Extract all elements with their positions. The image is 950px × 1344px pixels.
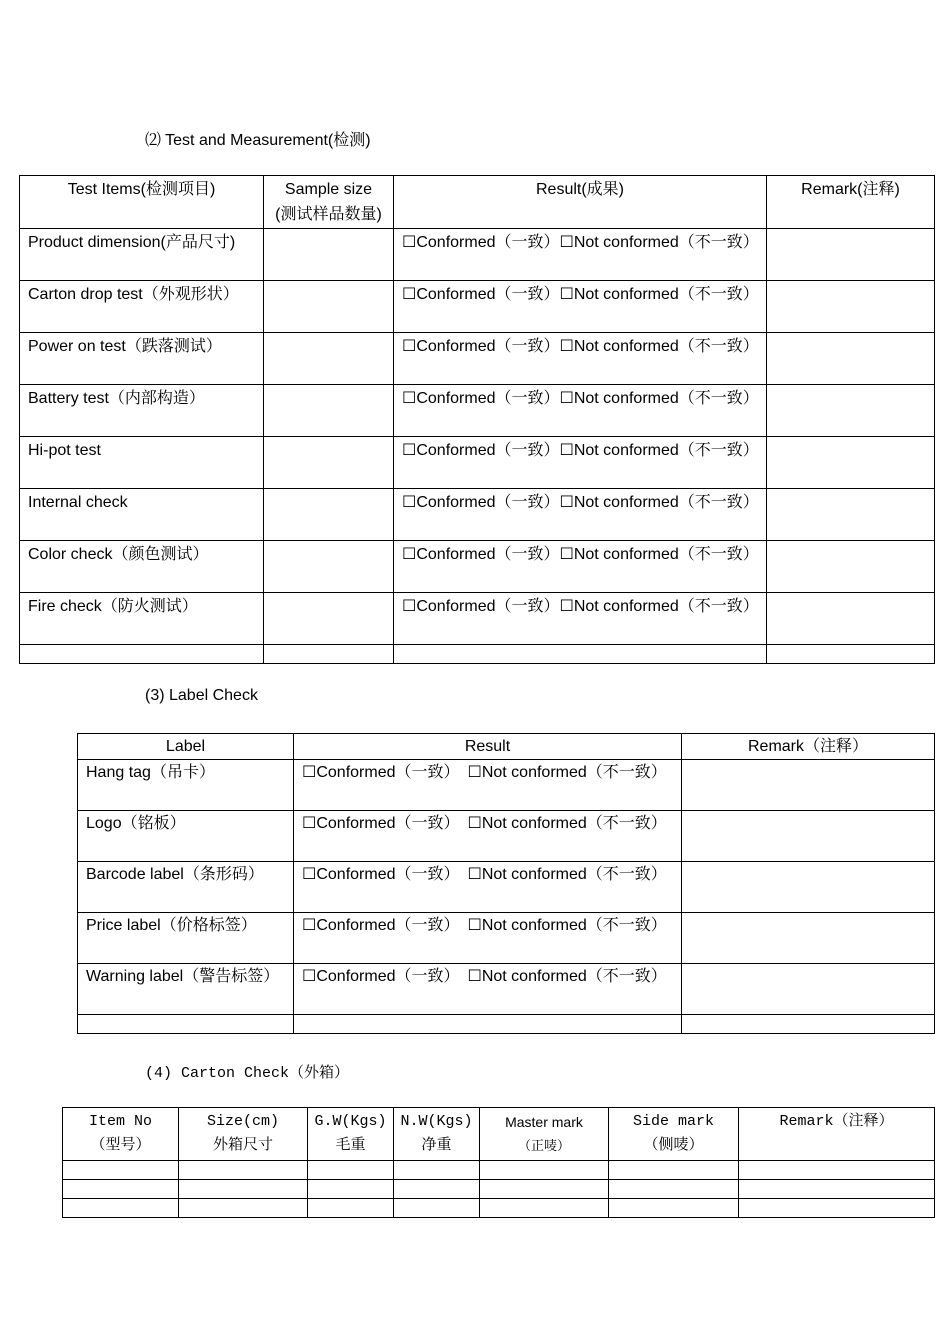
sample-size-cell[interactable] bbox=[264, 489, 394, 541]
section3-heading: (3) Label Check bbox=[145, 687, 258, 704]
cell[interactable] bbox=[394, 1161, 480, 1180]
header-en: Size(cm) bbox=[206, 1113, 279, 1130]
test-item: Color check（颜色测试） bbox=[20, 541, 264, 593]
table-row bbox=[20, 333, 935, 385]
cell[interactable] bbox=[480, 1199, 609, 1218]
header-en: G.W(Kgs) bbox=[314, 1113, 387, 1130]
remark-cell[interactable] bbox=[767, 385, 935, 437]
test-item: Battery test（内部构造） bbox=[20, 385, 264, 437]
result-options[interactable]: ☐Conformed（一致） ☐Not conformed（不一致） bbox=[294, 811, 682, 862]
test-measurement-table bbox=[19, 175, 935, 664]
result-options[interactable]: ☐Conformed（一致）☐Not conformed（不一致） bbox=[394, 229, 767, 281]
header-cn: 毛重 bbox=[335, 1137, 366, 1154]
header-cn: 净重 bbox=[421, 1137, 452, 1154]
cell[interactable] bbox=[63, 1199, 179, 1218]
result-options[interactable]: ☐Conformed（一致）☐Not conformed（不一致） bbox=[394, 437, 767, 489]
label-item: Price label（价格标签） bbox=[78, 913, 294, 964]
test-item: Fire check（防火测试） bbox=[20, 593, 264, 645]
remark-cell[interactable] bbox=[682, 862, 935, 913]
col-test-items: Test Items(检测项目) bbox=[20, 176, 264, 229]
sample-size-cell[interactable] bbox=[264, 229, 394, 281]
header-en: Item No bbox=[88, 1113, 152, 1130]
header-cn: （正唛） bbox=[517, 1138, 570, 1153]
table-row bbox=[78, 862, 935, 913]
remark-cell[interactable] bbox=[767, 437, 935, 489]
table-row bbox=[78, 760, 935, 811]
cell[interactable] bbox=[63, 1161, 179, 1180]
test-item: Product dimension(产品尺寸) bbox=[20, 229, 264, 281]
cell[interactable] bbox=[394, 1199, 480, 1218]
result-options[interactable]: ☐Conformed（一致）☐Not conformed（不一致） bbox=[394, 593, 767, 645]
header-cn: （型号） bbox=[90, 1137, 151, 1154]
result-options[interactable]: ☐Conformed（一致）☐Not conformed（不一致） bbox=[394, 489, 767, 541]
header-en: Side mark bbox=[632, 1113, 714, 1130]
remark-cell[interactable] bbox=[767, 541, 935, 593]
cell[interactable] bbox=[739, 1180, 935, 1199]
empty-cell[interactable] bbox=[78, 1015, 294, 1034]
cell[interactable] bbox=[179, 1161, 308, 1180]
table-row bbox=[20, 593, 935, 645]
cell[interactable] bbox=[308, 1180, 394, 1199]
empty-cell[interactable] bbox=[294, 1015, 682, 1034]
cell[interactable] bbox=[179, 1180, 308, 1199]
table-row bbox=[20, 437, 935, 489]
header-en: Remark（注释） bbox=[779, 1113, 894, 1130]
col-master-mark bbox=[480, 1108, 609, 1161]
col-result: Result(成果) bbox=[394, 176, 767, 229]
remark-cell[interactable] bbox=[682, 760, 935, 811]
col-size bbox=[179, 1108, 308, 1161]
header-en: N.W(Kgs) bbox=[400, 1113, 473, 1130]
empty-cell[interactable] bbox=[394, 645, 767, 664]
table-row bbox=[63, 1180, 935, 1199]
cell[interactable] bbox=[609, 1199, 739, 1218]
sample-size-cell[interactable] bbox=[264, 333, 394, 385]
label-item: Logo（铭板） bbox=[78, 811, 294, 862]
empty-row bbox=[20, 645, 935, 664]
cell[interactable] bbox=[63, 1180, 179, 1199]
table-row bbox=[78, 964, 935, 1015]
section4-heading: (4) Carton Check（外箱） bbox=[145, 1065, 350, 1082]
header-cn: 外箱尺寸 bbox=[212, 1137, 273, 1154]
cell[interactable] bbox=[739, 1161, 935, 1180]
result-options[interactable]: ☐Conformed（一致）☐Not conformed（不一致） bbox=[394, 281, 767, 333]
table-row bbox=[20, 281, 935, 333]
section2-heading: ⑵ Test and Measurement(检测) bbox=[145, 132, 371, 149]
remark-cell[interactable] bbox=[682, 964, 935, 1015]
empty-cell[interactable] bbox=[767, 645, 935, 664]
empty-cell[interactable] bbox=[682, 1015, 935, 1034]
sample-size-cell[interactable] bbox=[264, 541, 394, 593]
label-item: Warning label（警告标签） bbox=[78, 964, 294, 1015]
table-row bbox=[20, 489, 935, 541]
test-item: Carton drop test（外观形状） bbox=[20, 281, 264, 333]
col-net-weight bbox=[394, 1108, 480, 1161]
table-row bbox=[63, 1161, 935, 1180]
cell[interactable] bbox=[609, 1161, 739, 1180]
remark-cell[interactable] bbox=[682, 913, 935, 964]
sample-size-cell[interactable] bbox=[264, 593, 394, 645]
empty-cell[interactable] bbox=[20, 645, 264, 664]
table-row bbox=[20, 229, 935, 281]
sample-size-cell[interactable] bbox=[264, 385, 394, 437]
sample-size-cell[interactable] bbox=[264, 437, 394, 489]
result-options[interactable]: ☐Conformed（一致） ☐Not conformed（不一致） bbox=[294, 913, 682, 964]
result-options[interactable]: ☐Conformed（一致） ☐Not conformed（不一致） bbox=[294, 862, 682, 913]
carton-check-table bbox=[62, 1107, 935, 1218]
col-item-no bbox=[63, 1108, 179, 1161]
result-options[interactable]: ☐Conformed（一致）☐Not conformed（不一致） bbox=[394, 541, 767, 593]
cell[interactable] bbox=[739, 1199, 935, 1218]
table-row bbox=[78, 811, 935, 862]
col-sample-size: Sample size (测试样品数量) bbox=[264, 176, 394, 229]
result-options[interactable]: ☐Conformed（一致） ☐Not conformed（不一致） bbox=[294, 964, 682, 1015]
header-cn: （侧唛） bbox=[643, 1137, 704, 1154]
cell[interactable] bbox=[308, 1161, 394, 1180]
cell[interactable] bbox=[308, 1199, 394, 1218]
cell[interactable] bbox=[394, 1180, 480, 1199]
table-row bbox=[63, 1199, 935, 1218]
test-item: Hi-pot test bbox=[20, 437, 264, 489]
cell[interactable] bbox=[480, 1180, 609, 1199]
cell[interactable] bbox=[480, 1161, 609, 1180]
test-item: Internal check bbox=[20, 489, 264, 541]
empty-cell[interactable] bbox=[264, 645, 394, 664]
label-item: Hang tag（吊卡） bbox=[78, 760, 294, 811]
header-en: Master mark bbox=[505, 1114, 583, 1130]
label-item: Barcode label（条形码） bbox=[78, 862, 294, 913]
col-remark: Remark(注释) bbox=[767, 176, 935, 229]
remark-cell[interactable] bbox=[767, 593, 935, 645]
result-options[interactable]: ☐Conformed（一致） ☐Not conformed（不一致） bbox=[294, 760, 682, 811]
col-gross-weight bbox=[308, 1108, 394, 1161]
result-options[interactable]: ☐Conformed（一致）☐Not conformed（不一致） bbox=[394, 385, 767, 437]
test-item: Power on test（跌落测试） bbox=[20, 333, 264, 385]
empty-row bbox=[78, 1015, 935, 1034]
remark-cell[interactable] bbox=[767, 229, 935, 281]
col-side-mark bbox=[609, 1108, 739, 1161]
cell[interactable] bbox=[609, 1180, 739, 1199]
table-row bbox=[78, 913, 935, 964]
remark-cell[interactable] bbox=[767, 333, 935, 385]
col-remark: Remark（注释） bbox=[682, 734, 935, 760]
remark-cell[interactable] bbox=[682, 811, 935, 862]
col-label: Label bbox=[78, 734, 294, 760]
remark-cell[interactable] bbox=[767, 281, 935, 333]
table-row bbox=[20, 385, 935, 437]
remark-cell[interactable] bbox=[767, 489, 935, 541]
cell[interactable] bbox=[179, 1199, 308, 1218]
col-remark bbox=[739, 1108, 935, 1161]
table-row bbox=[20, 541, 935, 593]
result-options[interactable]: ☐Conformed（一致）☐Not conformed（不一致） bbox=[394, 333, 767, 385]
sample-size-cell[interactable] bbox=[264, 281, 394, 333]
label-check-table bbox=[77, 733, 935, 1034]
col-result: Result bbox=[294, 734, 682, 760]
